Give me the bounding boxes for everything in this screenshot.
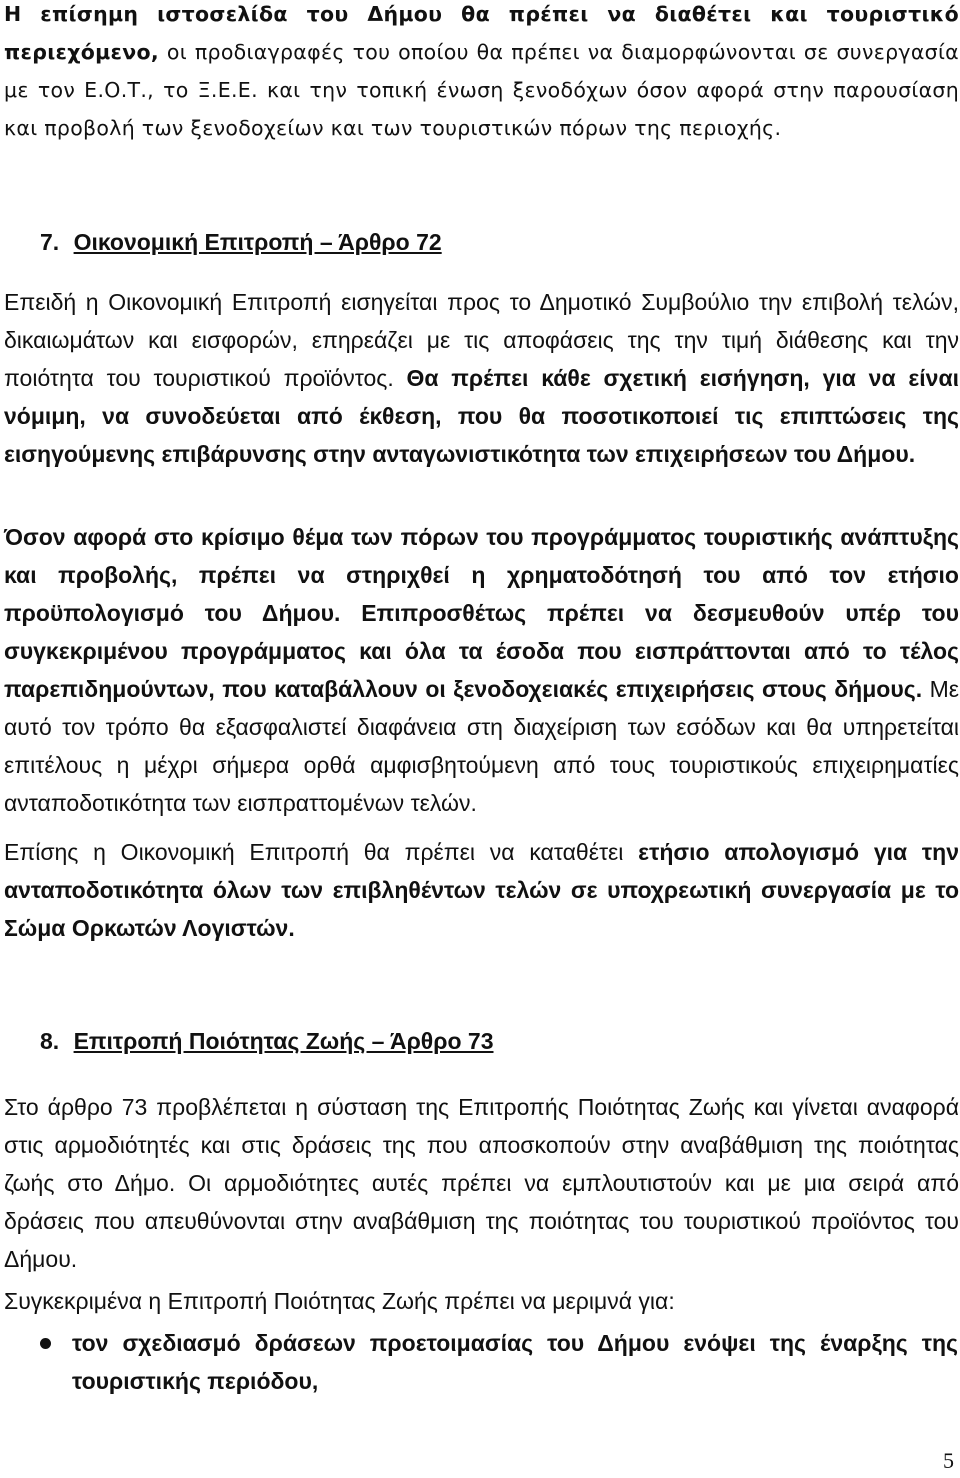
section-7-paragraph-2 [4, 518, 959, 822]
section-8-heading [40, 1028, 494, 1055]
section-8-number: 8. [40, 1028, 60, 1054]
bullet-icon [40, 1338, 51, 1349]
section-7-bold-text-3: ετήσιο απολογισμό για την ανταποδοτικότητα όλων των επιβληθέντων τελών σε υποχρεωτική συνεργασία με το Σώμα Ορκωτών Λογιστών. [4, 839, 959, 941]
intro-paragraph [4, 0, 959, 147]
page-number: 5 [943, 1448, 954, 1473]
section-7-heading [40, 229, 442, 256]
section-7-title: Οικονομική Επιτροπή – Άρθρο 72 [73, 229, 442, 255]
section-8-title: Επιτροπή Ποιότητας Ζωής – Άρθρο 73 [73, 1028, 494, 1054]
intro-bold-text: Η επίσημη ιστοσελίδα του Δήμου θα πρέπει να διαθέτει και τουριστικό περιεχόμενο, [4, 2, 959, 64]
section-7-text-1: Επειδή η Οικονομική Επιτροπή εισηγείται προς το Δημοτικό Συμβούλιο την επιβολή τελών, δικαιωμάτων και εισφορών, επηρεάζει με τις αποφάσεις της την τιμή διάθεσης και την ποιότητα του τουριστικού προϊόντος. [4, 289, 959, 391]
section-8-text-2: Συγκεκριμένα η Επιτροπή Ποιότητας Ζωής πρέπει να μεριμνά για: [4, 1288, 675, 1314]
section-8-text-1: Στο άρθρο 73 προβλέπεται η σύσταση της Επιτροπής Ποιότητας Ζωής και γίνεται αναφορά στις αρμοδιότητές και στις δράσεις της που αποσκοπούν στην αναβάθμιση της ποιότητας ζωής στο Δήμο. Οι αρμοδιότητες αυτές πρέπει να εμπλουτιστούν και με μια σειρά από δράσεις που απευθύνονται στην αναβάθμιση της ποιότητας του τουριστικού προϊόντος του Δήμου. [4, 1094, 959, 1272]
section-7-paragraph-1 [4, 283, 959, 473]
section-7-text-3: Επίσης η Οικονομική Επιτροπή θα πρέπει να καταθέτει [4, 839, 639, 865]
section-7-text-2: Με αυτό τον τρόπο θα εξασφαλιστεί διαφάνεια στη διαχείριση των εσόδων και θα υπηρετείται επιτέλους η μέχρι σήμερα ορθά αμφισβητούμενη από τους τουριστικούς επιχειρηματίες ανταποδοτικότητα των εισπραττομένων τελών. [4, 676, 959, 816]
section-7-bold-text-2: Όσον αφορά στο κρίσιμο θέμα των πόρων του προγράμματος τουριστικής ανάπτυξης και προβολής, πρέπει να στηριχθεί η χρηματοδότησή του από τον ετήσιο προϋπολογισμό του Δήμου. Επιπροσθέτως πρέπει να δεσμευθούν υπέρ του συγκεκριμένου προγράμματος και όλα τα έσοδα που εισπράττονται από το τέλος παρεπιδημούντων, που καταβάλλουν οι ξενοδοχειακές επιχειρήσεις στους δήμους. [4, 524, 959, 702]
section-8-paragraph-1 [4, 1088, 959, 1278]
section-7-paragraph-3 [4, 833, 959, 947]
intro-text: οι προδιαγραφές του οποίου θα πρέπει να διαμορφώνονται σε συνεργασία με τον Ε.Ο.Τ., το Ξ.Ε.Ε. και την τοπική ένωση ξενοδόχων όσον αφορά στην παρουσίαση και προβολή των ξενοδοχείων και των τουριστικών πόρων της περιοχής. [4, 40, 959, 140]
section-7-number: 7. [40, 229, 60, 255]
list-item-text: τον σχεδιασμό δράσεων προετοιμασίας του Δήμου ενόψει της έναρξης της τουριστικής περιόδου, [72, 1330, 958, 1394]
section-7-bold-text-1: Θα πρέπει κάθε σχετική εισήγηση, για να είναι νόμιμη, να συνοδεύεται από έκθεση, που θα ποσοτικοποιεί τις επιπτώσεις της εισηγούμενης επιβάρυνσης στην ανταγωνιστικότητα των επιχειρήσεων του Δήμου. [4, 365, 959, 467]
section-8-paragraph-2 [4, 1282, 959, 1320]
